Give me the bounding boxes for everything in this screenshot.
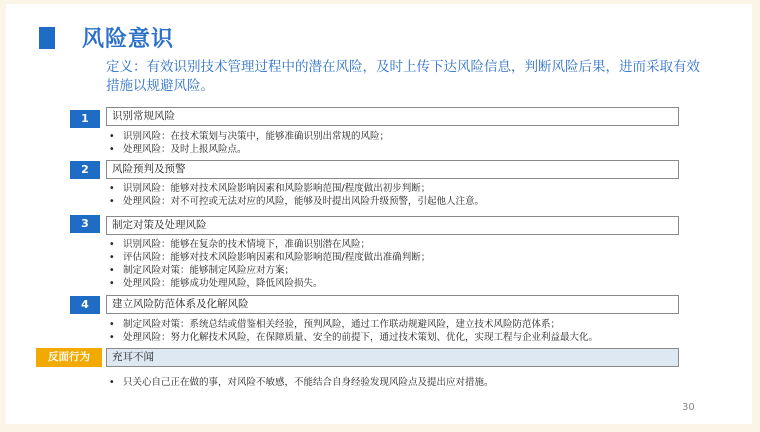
bullet-item: • 评估风险：能够对技术风险影响因素和风险影响范围/程度做出准确判断； (106, 251, 686, 264)
section-heading-3: 制定对策及处理风险 (106, 216, 679, 235)
bullet-item: • 制定风险对策：能够制定风险应对方案； (106, 264, 686, 277)
slide (6, 4, 752, 424)
bullet-item: • 处理风险：及时上报风险点。 (106, 143, 686, 156)
title-accent-bar (39, 27, 55, 49)
bullet-item: • 识别风险：能够对技术风险影响因素和风险影响范围/程度做出初步判断； (106, 182, 686, 195)
section-bullets-3 (106, 238, 686, 290)
page-title: 风险意识 (82, 27, 175, 52)
bullet-item: • 识别风险：在技术策划与决策中，能够准确识别出常规的风险； (106, 130, 686, 143)
definition-text: 定义：有效识别技术管理过程中的潜在风险，及时上传下达风险信息，判断风险后果，进而采取有效措施以规避风险。 (106, 59, 700, 94)
section-heading-2: 风险预判及预警 (106, 160, 679, 179)
negative-behavior-heading: 充耳不闻 (106, 348, 679, 367)
section-bullets-1 (106, 130, 686, 156)
section-number-4: 4 (70, 296, 100, 314)
section-bullets-2 (106, 182, 686, 208)
section-heading-4: 建立风险防范体系及化解风险 (106, 295, 679, 314)
bullet-item: • 制定风险对策：系统总结或借鉴相关经验，预判风险，通过工作联动规避风险，建立技术风险防范体系； (106, 318, 686, 331)
bullet-item: • 处理风险：对不可控或无法对应的风险，能够及时提出风险升级预警，引起他人注意。 (106, 195, 686, 208)
bullet-item: • 处理风险：能够成功处理风险，降低风险损失。 (106, 277, 686, 290)
section-number-2: 2 (70, 161, 100, 179)
section-number-3: 3 (70, 215, 100, 233)
page-number: 30 (682, 402, 695, 413)
bullet-item: • 只关心自己正在做的事，对风险不敏感，不能结合自身经验发现风险点及提出应对措施。 (106, 376, 686, 389)
bullet-item: • 识别风险：能够在复杂的技术情境下，准确识别潜在风险； (106, 238, 686, 251)
section-bullets-4 (106, 318, 686, 344)
negative-behavior-bullets (106, 376, 686, 389)
section-heading-1: 识别常规风险 (106, 107, 679, 126)
negative-behavior-tag: 反面行为 (36, 348, 102, 367)
bullet-item: • 处理风险：努力化解技术风险，在保障质量、安全的前提下，通过技术策划、优化，实现工程与企业利益最大化。 (106, 331, 686, 344)
section-number-1: 1 (70, 110, 100, 128)
